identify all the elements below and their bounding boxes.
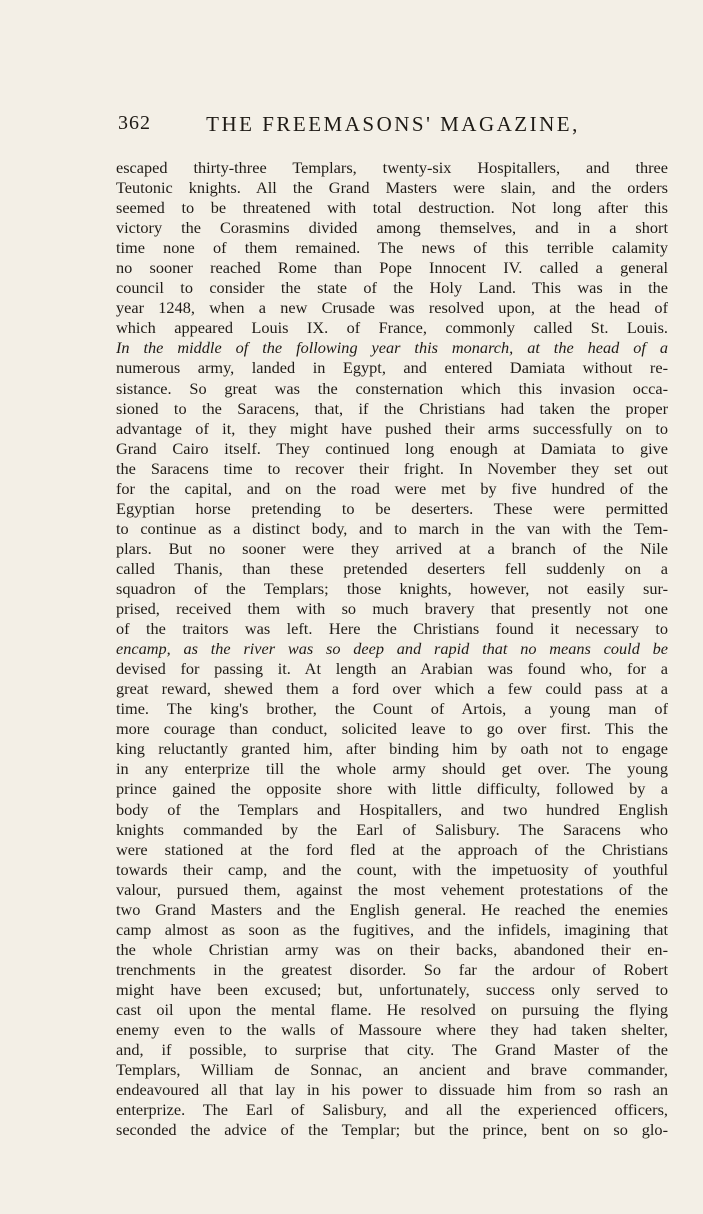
- text-line: and, if possible, to surprise that city. The Grand Master of the: [116, 1040, 668, 1060]
- text-line: year 1248, when a new Crusade was resolved upon, at the head of: [116, 298, 668, 318]
- text-line: camp almost as soon as the fugitives, and the infidels, imagining that: [116, 919, 668, 939]
- text-line: numerous army, landed in Egypt, and entered Damiata without re-: [116, 358, 668, 378]
- text-line: body of the Templars and Hospitallers, and two hundred English: [116, 799, 668, 819]
- text-line: no sooner reached Rome than Pope Innocent IV. called a general: [116, 258, 668, 278]
- text-line: Teutonic knights. All the Grand Masters were slain, and the orders: [116, 178, 668, 198]
- text-line: prised, received them with so much bravery that presently not one: [116, 599, 668, 619]
- text-line: council to consider the state of the Holy Land. This was in the: [116, 278, 668, 298]
- text-line: towards their camp, and the count, with the impetuosity of youthful: [116, 859, 668, 879]
- text-line: in any enterprize till the whole army should get over. The young: [116, 759, 668, 779]
- running-head: THE FREEMASONS' MAGAZINE,: [206, 112, 580, 136]
- text-line: seemed to be threatened with total destruction. Not long after this: [116, 198, 668, 218]
- text-line: In the middle of the following year this monarch, at the head of a: [116, 338, 668, 358]
- text-line: sioned to the Saracens, that, if the Christians had taken the proper: [116, 398, 668, 418]
- text-line: king reluctantly granted him, after binding him by oath not to engage: [116, 739, 668, 759]
- text-line: endeavoured all that lay in his power to dissuade him from so rash an: [116, 1080, 668, 1100]
- text-line: for the capital, and on the road were met by five hundred of the: [116, 478, 668, 498]
- text-line: devised for passing it. At length an Arabian was found who, for a: [116, 659, 668, 679]
- text-line: time. The king's brother, the Count of Artois, a young man of: [116, 699, 668, 719]
- text-line: might have been excused; but, unfortunately, success only served to: [116, 979, 668, 999]
- text-line: trenchments in the greatest disorder. So far the ardour of Robert: [116, 959, 668, 979]
- text-line: to continue as a distinct body, and to march in the van with the Tem-: [116, 518, 668, 538]
- text-line: escaped thirty-three Templars, twenty-six Hospitallers, and three: [116, 158, 668, 177]
- text-line: enemy even to the walls of Massoure where they had taken shelter,: [116, 1020, 668, 1040]
- text-line: Egyptian horse pretending to be deserters. These were permitted: [116, 498, 668, 518]
- text-line: cast oil upon the mental flame. He resolved on pursuing the flying: [116, 999, 668, 1019]
- text-line: squadron of the Templars; those knights, however, not easily sur-: [116, 578, 668, 598]
- text-line: plars. But no sooner were they arrived at a branch of the Nile: [116, 538, 668, 558]
- text-line: knights commanded by the Earl of Salisbury. The Saracens who: [116, 819, 668, 839]
- text-line: Templars, William de Sonnac, an ancient and brave commander,: [116, 1060, 668, 1080]
- text-line: which appeared Louis IX. of France, commonly called St. Louis.: [116, 318, 668, 338]
- text-line: sistance. So great was the consternation which this invasion occa-: [116, 378, 668, 398]
- page-number: 362: [118, 112, 151, 134]
- text-line: advantage of it, they might have pushed their arms successfully on to: [116, 418, 668, 438]
- text-line: more courage than conduct, solicited leave to go over first. This the: [116, 719, 668, 739]
- text-line: were stationed at the ford fled at the approach of the Christians: [116, 839, 668, 859]
- text-line: of the traitors was left. Here the Christians found it necessary to: [116, 619, 668, 639]
- text-line: seconded the advice of the Templar; but the prince, bent on so glo-: [116, 1120, 668, 1140]
- text-line: Grand Cairo itself. They continued long enough at Damiata to give: [116, 438, 668, 458]
- text-line: great reward, shewed them a ford over which a few could pass at a: [116, 679, 668, 699]
- text-line: victory the Corasmins divided among themselves, and in a short: [116, 218, 668, 238]
- text-line: valour, pursued them, against the most vehement protestations of the: [116, 879, 668, 899]
- text-line: two Grand Masters and the English general. He reached the enemies: [116, 899, 668, 919]
- page-header: [118, 112, 668, 142]
- text-line: enterprize. The Earl of Salisbury, and all the experienced officers,: [116, 1100, 668, 1120]
- text-line: encamp, as the river was so deep and rapid that no means could be: [116, 639, 668, 659]
- text-line: time none of them remained. The news of this terrible calamity: [116, 238, 668, 258]
- body-text: [116, 158, 668, 1140]
- text-line: prince gained the opposite shore with little difficulty, followed by a: [116, 779, 668, 799]
- text-line: the whole Christian army was on their backs, abandoned their en-: [116, 939, 668, 959]
- text-line: called Thanis, than these pretended deserters fell suddenly on a: [116, 558, 668, 578]
- text-line: the Saracens time to recover their fright. In November they set out: [116, 458, 668, 478]
